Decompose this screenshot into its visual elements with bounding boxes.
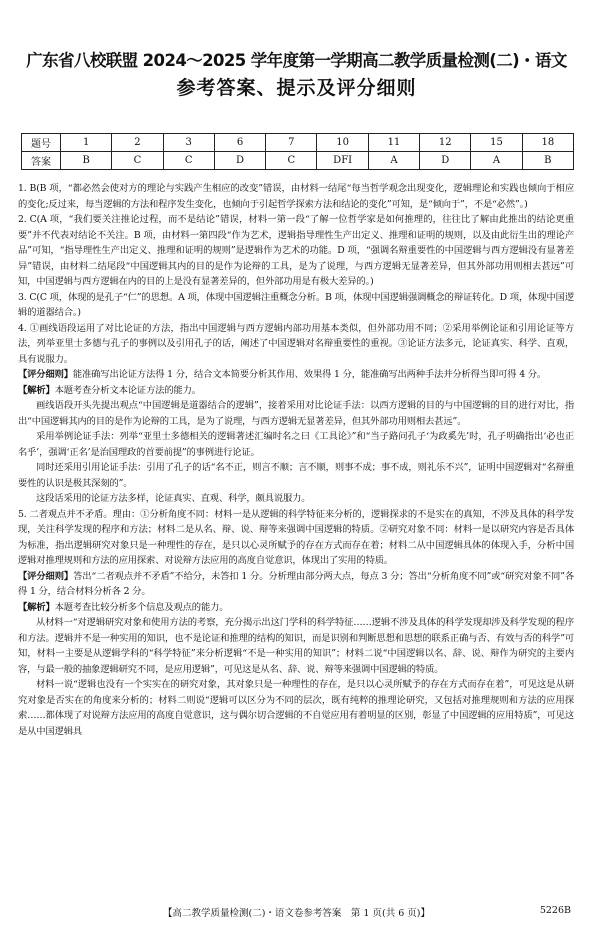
question-number-cell: 1 [61, 134, 112, 152]
answer-cell: B [61, 152, 112, 170]
footer-code: 5226B [539, 905, 571, 916]
analysis-tag: 【解析】 [18, 601, 55, 613]
question-number-cell: 6 [214, 134, 265, 152]
scoring-rule-tag: 【评分细则】 [18, 570, 74, 582]
scoring-rule-text: 答出“二者观点并不矛盾”不给分，未答扣 1 分。分析理由部分两大点，每点 3 分；答出“分析角度不同”或“研究对象不同”各得 1 分，结合材料分析各 2 分。 [18, 570, 574, 597]
q4-analysis-paragraph: 画线语段开头先提出观点“中国逻辑是道器结合的逻辑”，接着采用对比论证手法：以西方逻辑的目的与中国逻辑的目的进行对比，指出“中国逻辑其内的目的是作为论辩的工具，是为了说理，与西方逻辑无显著差异，但其外部功用则相去甚远”。 [18, 400, 574, 427]
question-number-cell: 12 [420, 134, 471, 152]
q4-analysis-heading [18, 383, 574, 399]
question-number-cell: 10 [317, 134, 368, 152]
analysis-text: 本题考查比较分析多个信息及观点的能力。 [54, 601, 229, 613]
table-header-cell: 答案 [22, 152, 61, 170]
q5-analysis-paragraph: 材料一说“逻辑也没有一个实实在的研究对象，其对象只是一种理性的存在，是只以心灵所赋予的存在方式而存在着”，可见这是从研究对象是否实在的角度来分析的；材料二则说“逻辑可以区分为不同的层次，既有纯粹的推理论研究，又包括对推理规则和方法的应用探索……都体现了对说辩方法应用的高度自觉意识，这与偶尔切合逻辑的不自觉应用有着明显的区别，彰显了中国逻辑的应用特质”，可见这是从中国逻辑具 [18, 679, 574, 737]
q5-analysis-heading [18, 600, 574, 616]
q4-analysis-paragraph: 采用举例论证手法：列举“亚里士多德相关的逻辑著述汇编时名之曰《工具论》”和“当子路问孔子‘为政奚先’时，孔子明确指出‘必也正名乎’，强调‘正名’是治国理政的首要前提”的事例进行论证。 [18, 431, 574, 458]
q4-analysis-paragraph: 这段话采用的论证方法多样，论证真实、直观、科学，颇具说服力。 [36, 493, 311, 504]
answer-cell: DFI [317, 152, 368, 170]
answer-q1: 1. B(B 项，“都必然会使对方的理论与实践产生相应的改变”错误，由材料一结尾“每当哲学观念出现变化，逻辑理论和实践也倾向于相应的变化;反过来，每当逻辑的方法和程序发生变化，也倾向于引起哲学探索方法和结论的变化”可知，是“倾向于”，不是“必然”。) [18, 183, 574, 210]
q4-scoring-rule [18, 367, 574, 383]
question-number-cell: 15 [471, 134, 522, 152]
answer-q3: 3. C(C 项，体现的是孔子“仁”的思想。A 项，体现中国逻辑注重概念分析。B 项，体现中国逻辑强调概念的辩证转化。D 项，体现中国逻辑的道器结合。) [18, 291, 574, 318]
scoring-rule-text: 能准确写出论证方法得 1 分，结合文本简要分析其作用、效果得 1 分，能准确写出两种手法并分析得当即可得 4 分。 [72, 369, 547, 380]
answer-cell: A [368, 152, 419, 170]
answer-cell: C [112, 152, 163, 170]
question-number-cell: 2 [112, 134, 163, 152]
page-title: 广东省八校联盟 2024～2025 学年度第一学期高二教学质量检测(二)・语文 [26, 51, 567, 70]
table-row-answers [22, 152, 574, 170]
table-row-question-numbers [22, 134, 574, 152]
footer-text: 【高二教学质量检测(二)・语文卷参考答案 第 1 页(共 6 页)】 [163, 908, 430, 919]
answer-cell: A [471, 152, 522, 170]
answer-cell: D [420, 152, 471, 170]
answer-cell: C [163, 152, 214, 170]
answer-q2: 2. C(A 项，“我们要关注推论过程，而不是结论”错误，材料一第一段“了解一位哲学家是如何推理的，往往比了解由此推出的结论更重要”并不代表对结论不关注。B 项，由材料一第四段“作为艺术，逻辑指导理性生产出定义、推理和证明的规则，以及由此衍生出的理论产品”可知，“指导理性生产出定义、推理和证明的规则”是逻辑作为艺术的功能。D 项，“强调名辩重要性的中国逻辑与西方逻辑没有显著差异”错误，由材料二结尾段“中国逻辑其内的目的是作为论辩的工具，是为了说理，与西方逻辑无显著差异，但其外部功用则相去甚远”可知，中国逻辑与西方逻辑在内的目的上是没有显著差异的，但外部功用是有极大差异的。) [18, 214, 574, 287]
question-number-cell: 18 [522, 134, 573, 152]
answer-q5: 5. 二者观点并不矛盾。理由：①分析角度不同：材料一是从逻辑的科学特征来分析的，逻辑探求的不是实在的真知，不涉及具体的科学发现，关注科学发现的程序和方法；材料二是从名、辩、说、辩等来强调中国逻辑的特质。②研究对象不同：材料一是以研究内容是否具体为标准，指出逻辑研究对象只是一种理性的存在，是只以心灵所赋予的存在方式而存在着；材料二从中国逻辑具体的体现入手，分析中国逻辑对推理规则和方法的应用探索、对说辩方法应用的高度自觉意识，体现出了实用的特质。 [18, 508, 574, 566]
answer-q4: 4. ①画线语段运用了对比论证的方法，指出中国逻辑与西方逻辑内部功用基本类似，但外部功用不同；②采用举例论证和引用论证等方法，列举亚里士多德与孔子的事例以及引用孔子的话，阐述了中国逻辑对名辩重要性的重视。③论证方法多元，论证真实、科学、直观，具有说服力。 [18, 322, 574, 365]
answer-table [21, 133, 574, 170]
analysis-text: 本题考查分析文本论证方法的能力。 [54, 384, 201, 396]
q5-scoring-rule [18, 569, 574, 600]
question-number-cell: 11 [368, 134, 419, 152]
page-subtitle: 参考答案、提示及评分细则 [176, 77, 417, 99]
answer-body [18, 181, 574, 739]
scoring-rule-tag: 【评分细则】 [18, 369, 73, 380]
answer-cell: C [266, 152, 317, 170]
analysis-tag: 【解析】 [18, 384, 55, 396]
table-header-cell: 题号 [22, 134, 61, 152]
answer-cell: B [522, 152, 573, 170]
question-number-cell: 7 [266, 134, 317, 152]
q5-analysis-paragraph: 从材料一“对逻辑研究对象和使用方法的考察，充分揭示出这门学科的科学特征……逻辑不涉及具体的科学发现却涉及科学发现的程序和方法。逻辑并不是一种实用的知识，也不是论证和推理的结构的知识，而是识别和判断思想和思想的联系正确与否、有效与否的科学”可知，材料一主要是从逻辑学科的“科学特征”来分析逻辑“不是一种实用的知识”；材料二说“中国逻辑以名、辞、说、辩作为研究的主要内容，与最一般的抽象逻辑研究不同，是应用逻辑”，可见这是从名、辞、说、辩等来强调中国逻辑的特质。 [18, 617, 574, 675]
question-number-cell: 3 [163, 134, 214, 152]
answer-cell: D [214, 152, 265, 170]
q4-analysis-paragraph: 同时还采用引用论证手法：引用了孔子的话“名不正，则言不顺；言不顺，则事不成；事不成，则礼乐不兴”，证明中国逻辑对“名辩重要性的认识是极其深刻的”。 [18, 462, 574, 489]
